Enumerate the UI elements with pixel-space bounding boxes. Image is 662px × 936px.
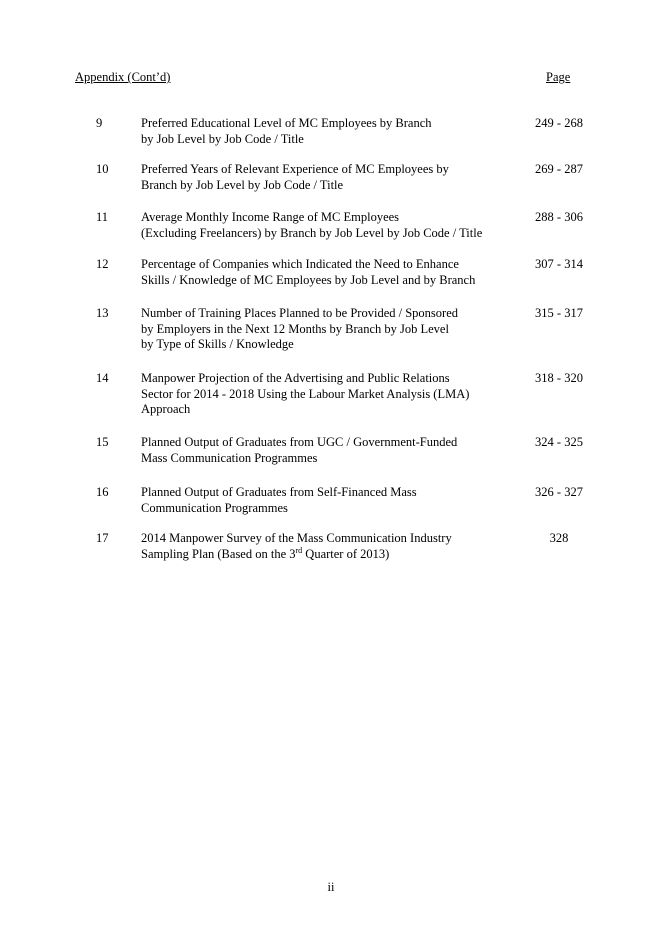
appendix-header-label: Appendix (Cont’d) (75, 70, 171, 84)
entry-title: Average Monthly Income Range of MC Employees (Excluding Freelancers) by Branch by Job Level by Job Code / Title (141, 210, 483, 240)
entry-pages: 326 - 327 (535, 485, 583, 499)
entry-number: 12 (96, 257, 109, 271)
entry-pages: 288 - 306 (535, 210, 583, 224)
entry-title: Percentage of Companies which Indicated the Need to Enhance Skills / Knowledge of MC Employees by Job Level and by Branch (141, 257, 476, 287)
entry-number: 9 (96, 116, 103, 130)
entry-number: 10 (96, 162, 109, 176)
entry-number: 13 (96, 306, 109, 320)
entry-title: Preferred Years of Relevant Experience of MC Employees by Branch by Job Level by Job Code / Title (141, 162, 449, 192)
entry-pages: 328 (549, 531, 569, 545)
entry-number: 14 (96, 371, 109, 385)
entry-title: Planned Output of Graduates from Self-Financed Mass Communication Programmes (141, 485, 417, 515)
entry-pages: 307 - 314 (535, 257, 583, 271)
entry-pages: 249 - 268 (535, 116, 583, 130)
entry-title: Number of Training Places Planned to be Provided / Sponsored by Employers in the Next 12 Months by Branch by Job Level by Type of Skills / Knowledge (141, 306, 458, 351)
page-column-header: Page (546, 70, 571, 84)
page-number: ii (327, 880, 335, 894)
entry-title: Preferred Educational Level of MC Employees by Branch by Job Level by Job Code / Title (141, 116, 432, 146)
entry-pages: 318 - 320 (535, 371, 583, 385)
entry-title: 2014 Manpower Survey of the Mass Communication Industry Sampling Plan (Based on the 3rd Quarter of 2013) (141, 531, 452, 561)
entry-title: Planned Output of Graduates from UGC / Government-Funded Mass Communication Programmes (141, 435, 458, 465)
entry-number: 11 (96, 210, 109, 224)
entry-title: Manpower Projection of the Advertising and Public Relations Sector for 2014 - 2018 Using the Labour Market Analysis (LMA) Approach (141, 371, 470, 416)
entry-pages: 324 - 325 (535, 435, 583, 449)
entry-number: 16 (96, 485, 109, 499)
entry-pages: 315 - 317 (535, 306, 583, 320)
entry-pages: 269 - 287 (535, 162, 583, 176)
entry-number: 15 (96, 435, 109, 449)
entry-number: 17 (96, 531, 109, 545)
